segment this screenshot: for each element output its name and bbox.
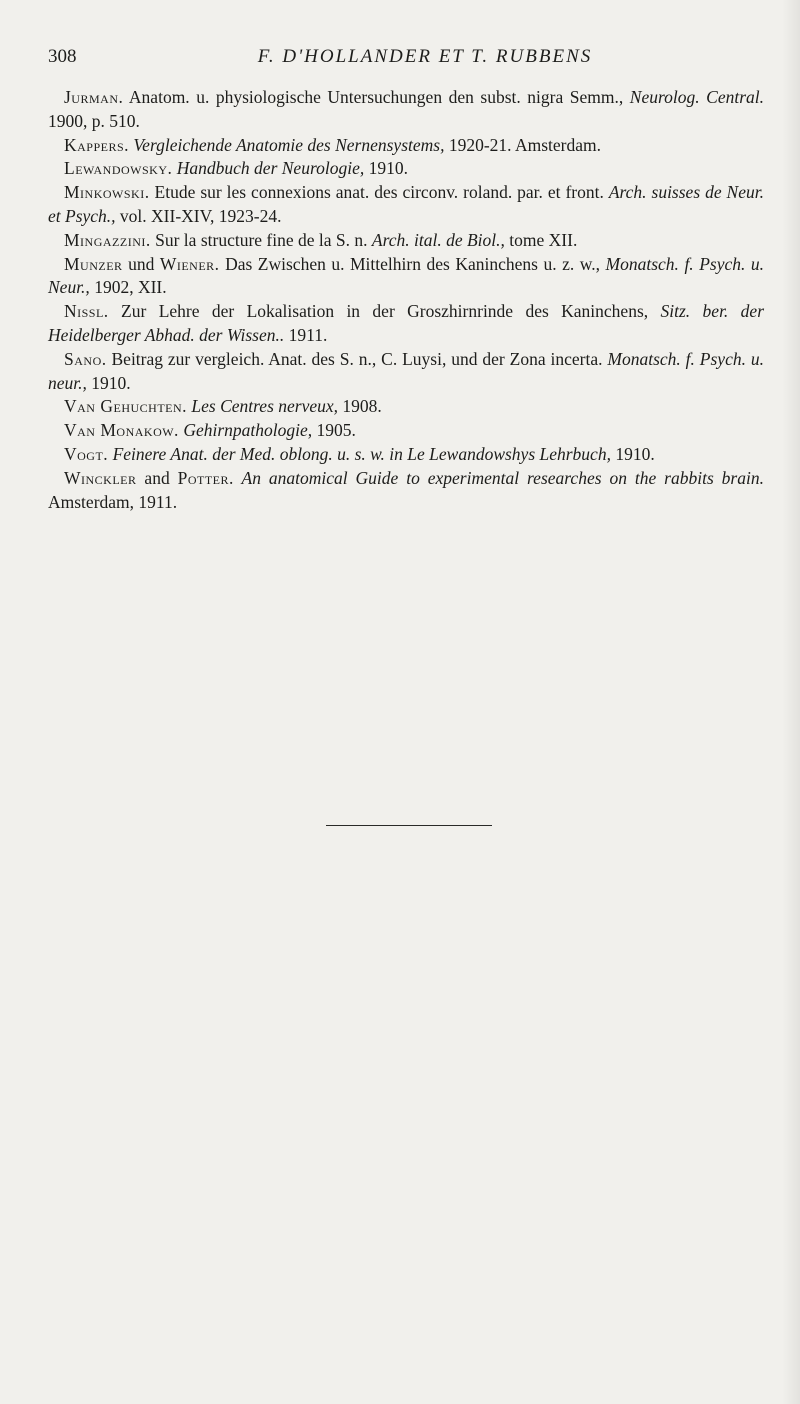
reference-author: Wiener. [159,253,220,274]
reference-title: Vergleichende Anatomie des Nernensystems, [129,134,445,155]
reference-entry [48,300,764,348]
reference-author: Nissl. [64,301,109,322]
reference-text: 1910. [364,158,408,179]
reference-title: Neurolog. Central. [629,87,764,107]
reference-text: Das Zwischen u. Mittelhirn des Kaninchens u. z. w., [219,253,606,274]
reference-author: Jurman. [64,87,124,107]
running-head [48,44,762,70]
reference-text: 1920-21. Amsterdam. [444,134,601,155]
reference-title: Handbuch der Neurologie, [172,158,365,179]
reference-author: Sano. [64,348,107,369]
reference-entry [48,467,764,515]
reference-title: Gehirnpathologie, [178,420,313,441]
reference-entry [48,157,764,181]
reference-author: Lewandowsky. [64,158,173,179]
reference-text: 1900, p. 510. [48,110,140,131]
reference-author: Vogt. [64,443,109,464]
reference-author: Minkowski. [64,182,150,203]
reference-entry [48,134,764,158]
reference-text: Amsterdam, 1911. [48,491,178,512]
reference-entry [48,348,764,396]
reference-text: und [122,253,160,274]
reference-text: Beitrag zur vergleich. Anat. des S. n., C. Luysi, und der Zona incerta. [106,348,608,369]
page-number: 308 [48,46,77,67]
reference-text: tome XII. [504,229,578,250]
end-rule [326,825,492,826]
reference-entry [48,443,764,467]
reference-title: Arch. suisses de Neur. et Psych., [48,182,764,226]
bibliography [48,86,764,514]
running-title: F. D'HOLLANDER ET T. RUBBENS [257,46,593,67]
reference-entry [48,181,764,229]
reference-text: 1905. [312,420,356,441]
reference-title: Monatsch. f. Psych. u. Neur., [48,253,764,298]
reference-text: and [136,467,178,488]
reference-text: Zur Lehre der Lokalisation in der Groszhirnrinde des Kaninchens, [108,301,661,322]
reference-title: Feinere Anat. der Med. oblong. u. s. w. in Le Lewandowshys Lehrbuch, [108,443,611,464]
reference-entry [48,395,764,419]
reference-author: Winckler [64,467,137,488]
reference-title: Arch. ital. de Biol., [371,229,505,250]
reference-text: Etude sur les connexions anat. des circonv. roland. par. et front. [149,182,609,203]
reference-text: vol. XII-XIV, 1923-24. [115,205,282,226]
reference-author: Potter. [177,467,234,488]
reference-text: Sur la structure fine de la S. n. [150,229,372,250]
reference-entry [48,419,764,443]
reference-text: 1910. [86,372,131,393]
reference-author: Kappers. [64,134,130,155]
reference-text: 1911. [284,324,328,345]
reference-entry [48,253,764,301]
reference-entry [48,86,764,134]
reference-author: Van Gehuchten. [64,396,188,417]
reference-author: Van Monakow. [64,420,179,441]
reference-text: 1902, XII. [89,277,167,298]
reference-author: Mingazzini. [64,229,151,250]
reference-author: Munzer [64,253,123,274]
reference-title: Sitz. ber. der Heidelberger Abhad. der Wissen.. [48,301,765,345]
reference-title: An anatomical Guide to experimental researches on the rabbits brain. [233,467,764,488]
reference-text: Anatom. u. physiologische Untersuchungen den subst. nigra Semm., [123,87,630,107]
reference-text: 1910. [610,443,655,464]
page-edge-shadow [782,0,800,1404]
reference-title: Monatsch. f. Psych. u. neur., [48,348,764,393]
reference-text: 1908. [338,396,382,417]
reference-title: Les Centres nerveux, [187,396,339,417]
reference-entry [48,229,764,253]
